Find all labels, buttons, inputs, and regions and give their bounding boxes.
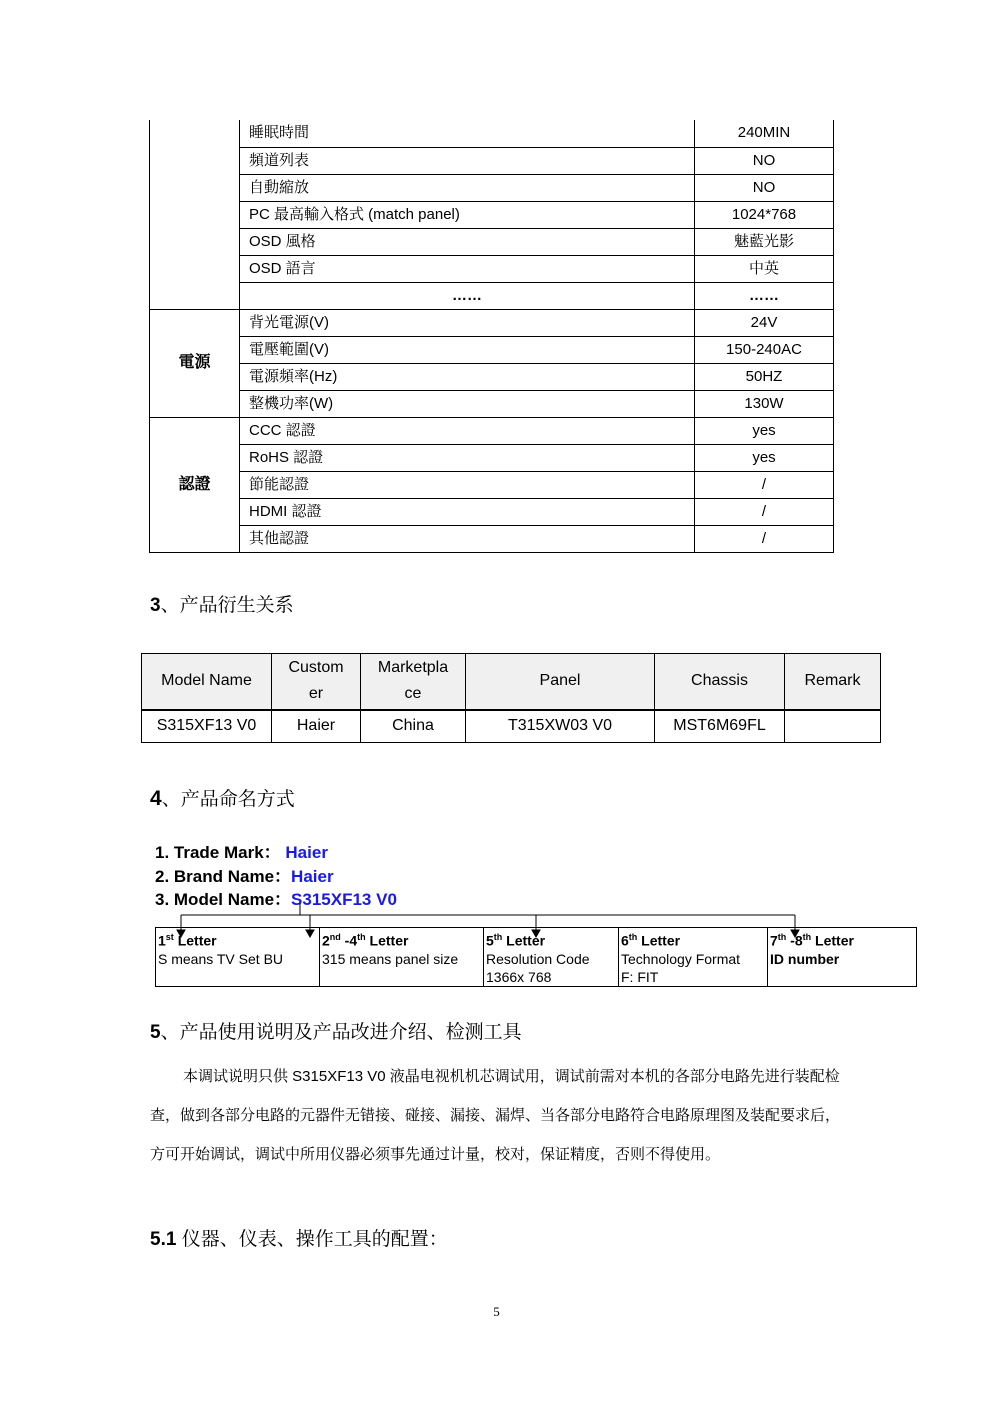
page-number: 5	[493, 1304, 500, 1319]
letter-title	[770, 928, 916, 950]
group-certification-label: 認證	[150, 417, 240, 552]
spec-item: 其他認證	[240, 525, 695, 552]
header-model-name: Model Name	[142, 654, 272, 710]
spec-value: yes	[695, 417, 834, 444]
letter-title-part: Letter	[365, 932, 409, 949]
section4-number: 4	[150, 787, 162, 810]
letter-title-part: th	[628, 932, 638, 942]
spec-item: 節能認證	[240, 471, 695, 498]
letter-title	[621, 928, 767, 950]
spec-value: 50HZ	[695, 363, 834, 390]
spec-item: ……	[240, 282, 695, 309]
spec-value: 240MIN	[695, 120, 834, 147]
spec-value: /	[695, 498, 834, 525]
spec-item: 電源頻率(Hz)	[240, 363, 695, 390]
letter-title-part: 5	[486, 932, 494, 949]
letter-title	[158, 928, 319, 950]
letter-title-part: 2	[322, 932, 330, 949]
letter-title-part: -4	[340, 932, 358, 949]
model-name-value: S315XF13 V0	[291, 890, 397, 909]
spec-item: 睡眠時間	[240, 120, 695, 147]
spec-item: 自動縮放	[240, 174, 695, 201]
cell-customer: Haier	[272, 710, 361, 743]
letter-title	[486, 928, 618, 950]
brand-name-label: 2. Brand Name：	[155, 867, 292, 886]
section5-title: 、产品使用说明及产品改进介绍、检测工具	[160, 1022, 522, 1043]
brand-name-value: Haier	[291, 867, 334, 886]
header-chassis: Chassis	[655, 654, 785, 710]
letter-description: 315 means panel size	[322, 950, 459, 967]
letter-description: S means TV Set BU	[158, 950, 284, 967]
cell-marketplace: China	[361, 710, 466, 743]
letter-title-part: th	[493, 932, 503, 942]
section3-title: 、产品衍生关系	[160, 595, 294, 616]
letter-cell	[320, 928, 484, 987]
section51-number: 5.1	[150, 1229, 177, 1250]
letter-breakdown-row	[156, 928, 917, 987]
letter-title-part: th	[357, 932, 366, 942]
letter-description: ID number	[770, 950, 840, 967]
letter-title-part: 1	[158, 932, 166, 949]
letter-title-part: 6	[621, 932, 629, 949]
section3-number: 3	[150, 595, 161, 616]
letter-title	[322, 928, 483, 950]
letter-cell	[484, 928, 619, 987]
header-marketplace: Marketpla ce	[361, 654, 466, 710]
section5-paragraph	[150, 1057, 850, 1174]
letter-title-part: -8	[786, 932, 803, 949]
spec-item: OSD 風格	[240, 228, 695, 255]
spec-value: /	[695, 471, 834, 498]
letter-description: Resolution Code	[486, 950, 590, 967]
spec-value: 150-240AC	[695, 336, 834, 363]
header-customer: Custom er	[272, 654, 361, 710]
letter-cell	[768, 928, 917, 987]
spec-value: 130W	[695, 390, 834, 417]
letter-cell	[156, 928, 320, 987]
cell-chassis: MST6M69FL	[655, 710, 785, 743]
cell-model-name: S315XF13 V0	[142, 710, 272, 743]
model-name-label: 3. Model Name：	[155, 890, 292, 909]
letter-cell	[619, 928, 768, 987]
spec-value: 中英	[695, 255, 834, 282]
spec-value: NO	[695, 174, 834, 201]
group-power-label: 電源	[150, 309, 240, 417]
spec-item: HDMI 認證	[240, 498, 695, 525]
letter-title-part: Letter	[502, 932, 546, 949]
header-panel: Panel	[466, 654, 655, 710]
spec-item: OSD 語言	[240, 255, 695, 282]
section5-number: 5	[150, 1022, 161, 1043]
section5-heading	[150, 1017, 522, 1044]
letter-title-part: th	[802, 932, 812, 942]
spec-value: 1024*768	[695, 201, 834, 228]
section5-body-text: 本调试说明只供 S315XF13 V0 液晶电视机机芯调试用，调试前需对本机的各部分电路先进行装配检查，做到各部分电路的元器件无错接、碰接、漏接、漏焊、当各部分电路符合电路原理图及装配要求后，方可开始调试，调试中所用仪器必须事先通过计量，校对，保证精度，否则不得使用。	[150, 1068, 841, 1163]
letter-title-part: Letter	[173, 932, 217, 949]
spec-item: CCC 認證	[240, 417, 695, 444]
letter-description: Technology Format	[621, 950, 741, 967]
section4-title: 、产品命名方式	[161, 789, 295, 810]
letter-description: F: FIT	[621, 968, 659, 985]
section51-title: 仪器、仪表、操作工具的配置：	[176, 1229, 448, 1250]
spec-item: 電壓範圍(V)	[240, 336, 695, 363]
spec-value: 24V	[695, 309, 834, 336]
letter-title-part: Letter	[637, 932, 681, 949]
letter-description: 1366x 768	[486, 968, 552, 985]
spec-value: 魅藍光影	[695, 228, 834, 255]
trade-mark-label: 1. Trade Mark：	[155, 843, 281, 862]
spec-value: yes	[695, 444, 834, 471]
trade-mark-value: Haier	[285, 843, 328, 862]
header-remark: Remark	[785, 654, 881, 710]
cell-panel: T315XW03 V0	[466, 710, 655, 743]
letter-title-part: st	[165, 932, 174, 942]
letter-title-part: th	[777, 932, 787, 942]
letter-breakdown-table	[155, 927, 917, 987]
section51-heading	[150, 1224, 448, 1251]
spec-value: NO	[695, 147, 834, 174]
spec-item: 頻道列表	[240, 147, 695, 174]
spec-value: ……	[695, 282, 834, 309]
spec-item: RoHS 認證	[240, 444, 695, 471]
spec-item: 整機功率(W)	[240, 390, 695, 417]
letter-title-part: nd	[329, 932, 341, 942]
letter-title-part: 7	[770, 932, 778, 949]
spec-item: PC 最高輸入格式 (match panel)	[240, 201, 695, 228]
letter-title-part: Letter	[811, 932, 854, 949]
spec-item: 背光電源(V)	[240, 309, 695, 336]
spec-value: /	[695, 525, 834, 552]
